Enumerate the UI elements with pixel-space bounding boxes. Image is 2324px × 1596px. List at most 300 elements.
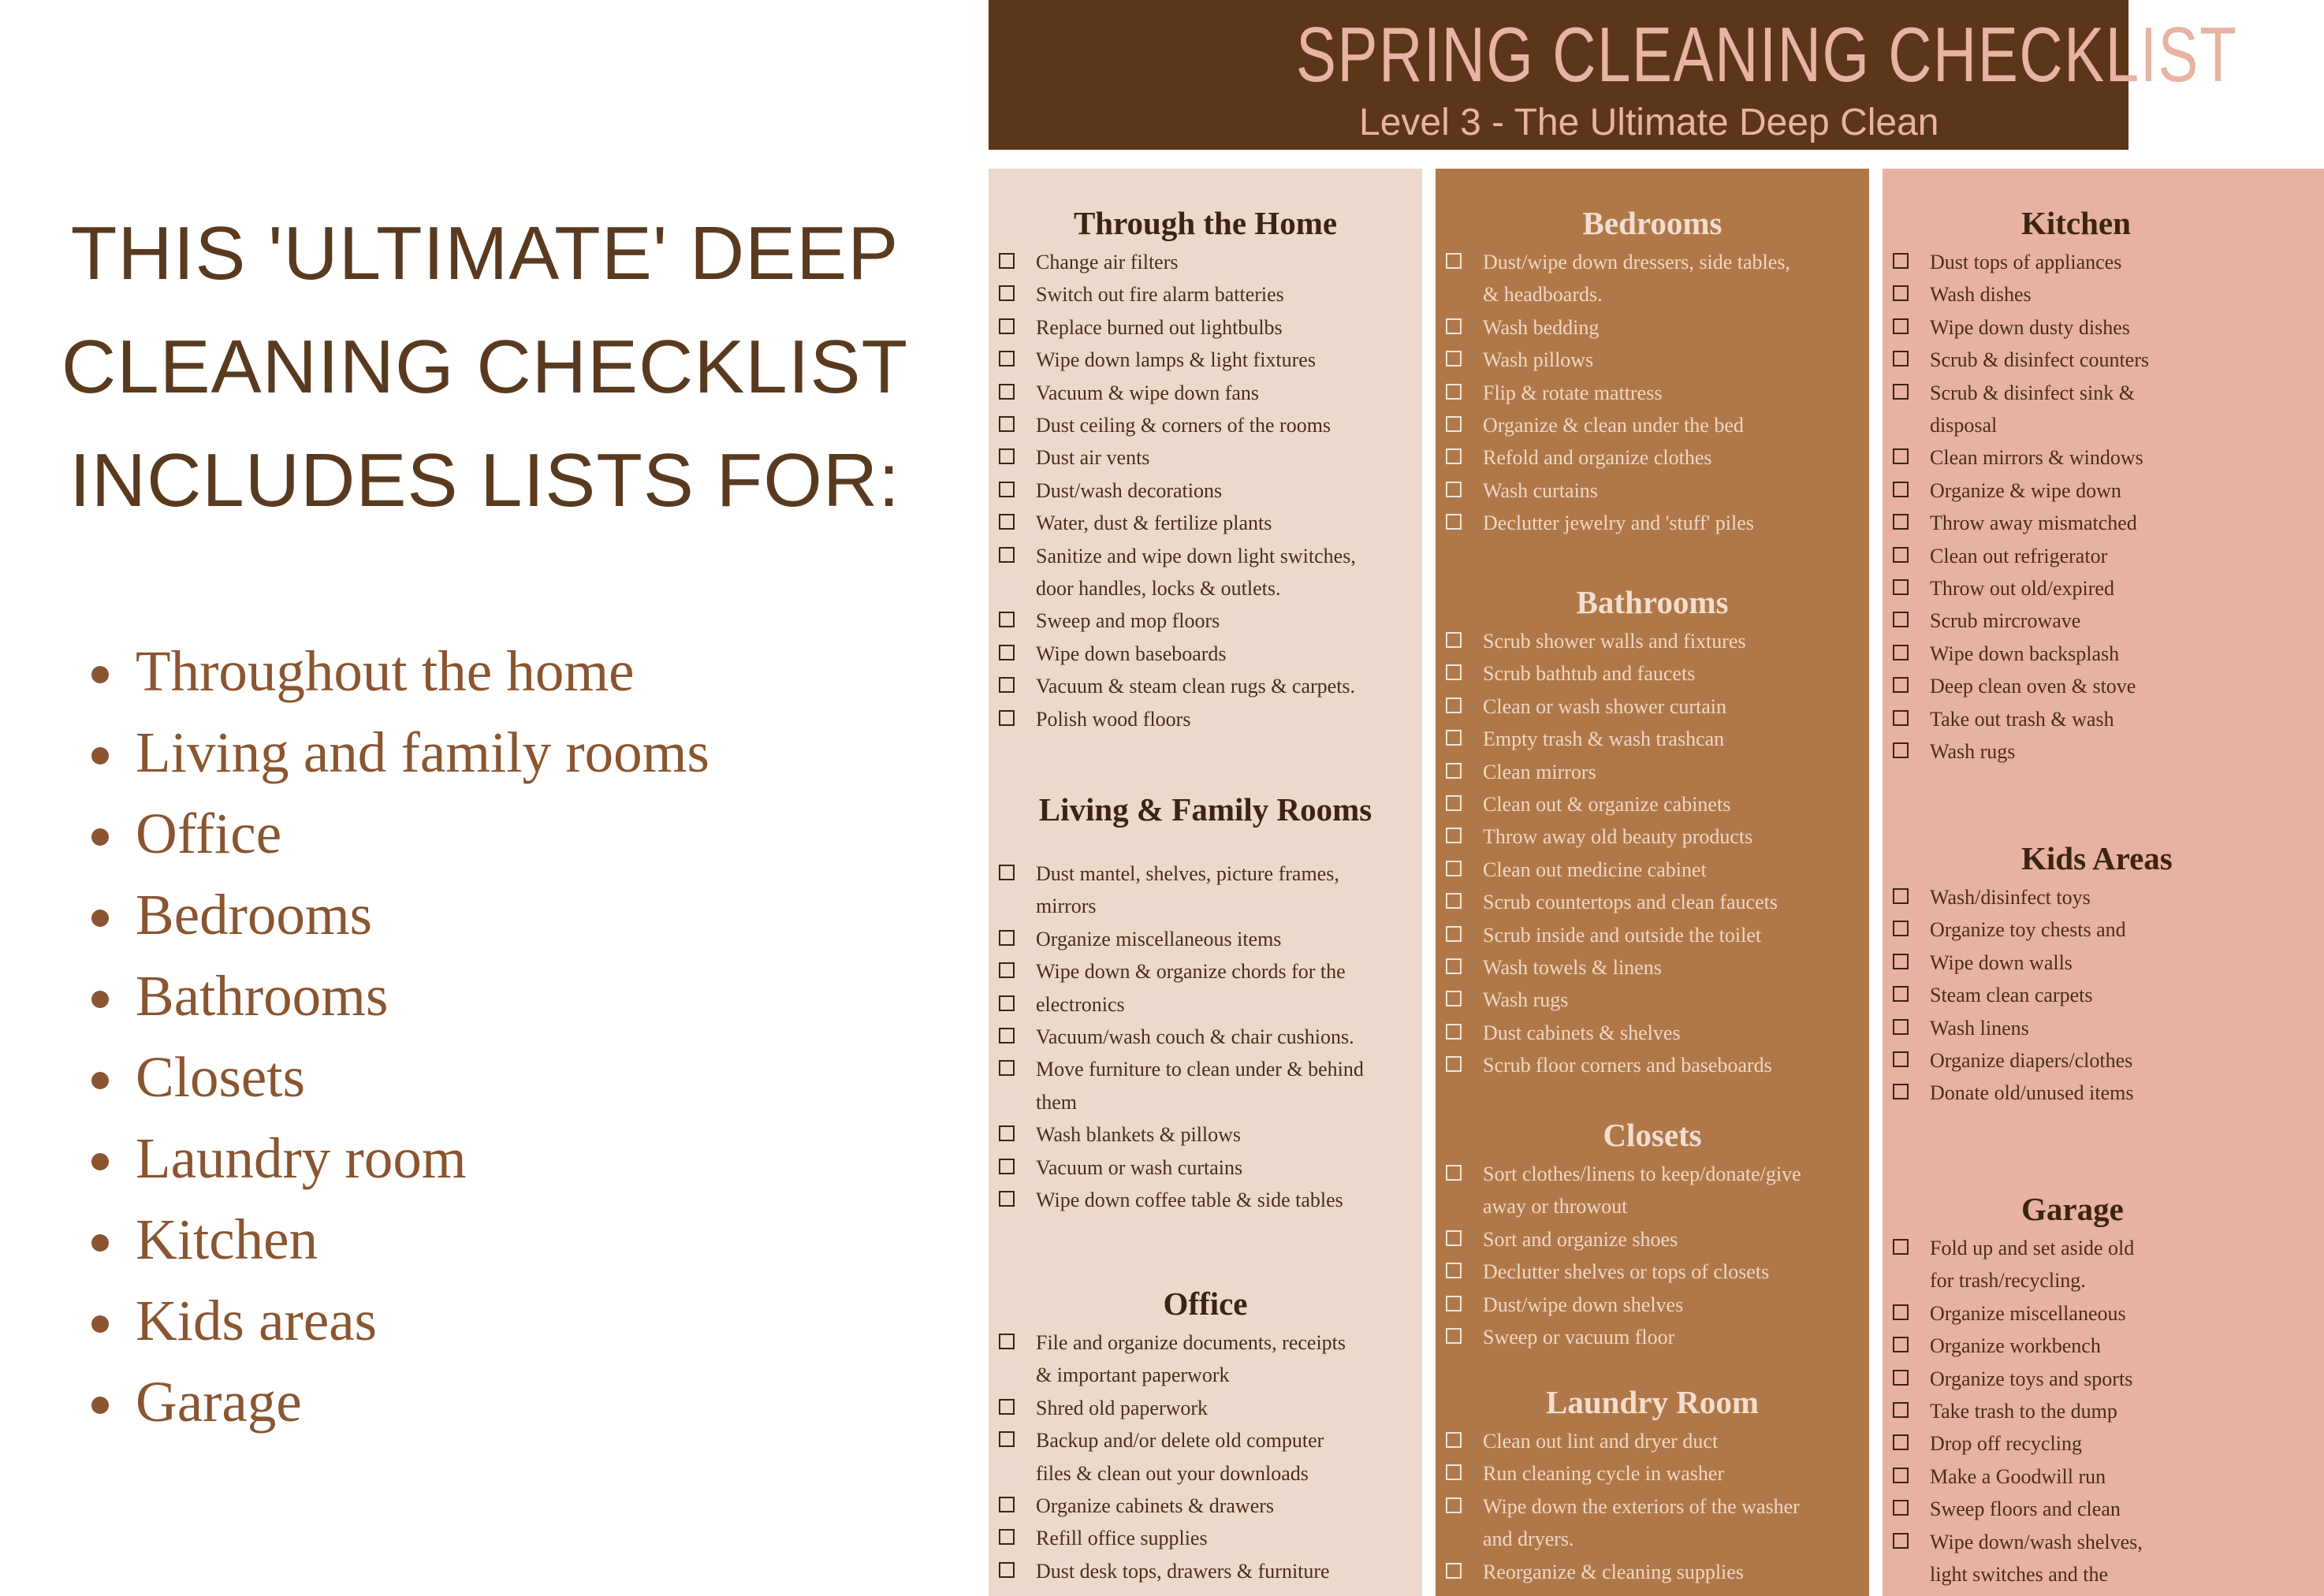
checklist-item xyxy=(1883,735,2324,768)
checkbox[interactable] xyxy=(1893,579,1909,595)
checkbox[interactable] xyxy=(1446,828,1462,843)
checklist-column-2 xyxy=(1436,169,1869,1596)
checkbox[interactable] xyxy=(999,1159,1015,1174)
checkbox[interactable] xyxy=(1446,1563,1462,1579)
checkbox[interactable] xyxy=(1893,351,1909,366)
checkbox[interactable] xyxy=(1446,1056,1462,1072)
checkbox[interactable] xyxy=(999,612,1015,627)
checklist-item xyxy=(1436,1049,1869,1081)
checklist-item-text: Change air filters xyxy=(1036,251,1179,273)
checkbox[interactable] xyxy=(1446,416,1462,432)
checklist-section xyxy=(1436,1112,1869,1353)
checklist-item xyxy=(1436,1490,1869,1556)
checklist-item xyxy=(1436,919,1869,951)
checklist-item-text: Wash rugs xyxy=(1483,988,1569,1012)
section-heading: Kids Areas xyxy=(2021,840,2173,876)
checklist-item xyxy=(1883,246,2324,278)
checkbox[interactable] xyxy=(1446,1024,1462,1040)
checklist-item-text: Scrub & disinfect counters xyxy=(1930,348,2149,372)
checklist-item xyxy=(1883,311,2324,344)
checkbox[interactable] xyxy=(999,677,1015,693)
checkbox[interactable] xyxy=(999,384,1015,400)
section-heading: Laundry Room xyxy=(1546,1384,1759,1420)
checklist-item-text: Sweep or vacuum floor xyxy=(1483,1326,1675,1349)
checklist-item xyxy=(1436,246,1869,311)
section-heading: Bathrooms xyxy=(1576,584,1729,620)
checkbox[interactable] xyxy=(1446,448,1462,464)
checklist-item-text: Dust/wipe down dressers, side tables, xyxy=(1483,251,1790,273)
checkbox[interactable] xyxy=(999,1399,1015,1415)
checklist-item xyxy=(989,1424,1422,1490)
checklist-item xyxy=(989,409,1422,441)
checkbox[interactable] xyxy=(1893,318,1909,334)
checkbox[interactable] xyxy=(1446,384,1462,400)
checklist-item xyxy=(989,1021,1422,1053)
promo-list-item: Living and family rooms xyxy=(87,712,709,793)
checklist-item-text: Dust air vents xyxy=(1036,446,1150,470)
checklist-item-text: Vacuum & wipe down fans xyxy=(1036,381,1260,404)
checklist-item-text: Declutter jewelry and 'stuff' piles xyxy=(1483,512,1754,535)
checkbox[interactable] xyxy=(1446,893,1462,909)
checklist-item-text: Scrub countertops and clean faucets xyxy=(1483,891,1778,914)
checklist-item-text: & important paperwork xyxy=(1036,1363,1230,1387)
checklist-item-text: Refold and organize clothes xyxy=(1483,446,1712,470)
checkbox[interactable] xyxy=(1446,991,1462,1006)
checklist-item xyxy=(1436,1556,1869,1588)
checklist-item xyxy=(1436,507,1869,539)
checkbox[interactable] xyxy=(1446,1464,1462,1480)
checklist-item-text: door handles, locks & outlets. xyxy=(1036,577,1281,601)
checklist-item-text: Wipe down dusty dishes xyxy=(1930,315,2130,339)
checklist-item-text: Donate old/unused items xyxy=(1930,1081,2134,1105)
checkbox[interactable] xyxy=(1446,926,1462,942)
checklist-item xyxy=(1883,1012,2324,1044)
checklist-item-text: Move furniture to clean under & behind xyxy=(1036,1058,1364,1081)
checklist-item xyxy=(989,246,1422,278)
checklist-subtitle: Level 3 - The Ultimate Deep Clean xyxy=(1359,102,1939,143)
checkbox[interactable] xyxy=(999,351,1015,366)
checklist-item xyxy=(1883,605,2324,637)
checkbox[interactable] xyxy=(999,1334,1015,1349)
checklist-item xyxy=(989,703,1422,735)
checklist-item xyxy=(989,605,1422,637)
checklist-item xyxy=(1883,507,2324,539)
checklist-item xyxy=(989,344,1422,376)
checklist-item-text: Sweep floors and clean xyxy=(1930,1497,2121,1521)
checkbox[interactable] xyxy=(999,514,1015,530)
checklist-item xyxy=(989,474,1422,507)
checkbox[interactable] xyxy=(1446,1165,1462,1181)
checkbox[interactable] xyxy=(1893,547,1909,563)
checklist-item xyxy=(1436,788,1869,820)
checklist-item xyxy=(989,540,1422,605)
checklist-item xyxy=(989,311,1422,344)
checklist-item-text: Vacuum or wash curtains xyxy=(1036,1155,1243,1179)
checklist-item-text: Scrub mircrowave xyxy=(1930,609,2081,633)
checklist-item xyxy=(989,858,1422,923)
checklist-item xyxy=(1436,1457,1869,1490)
checkbox[interactable] xyxy=(1893,921,1909,936)
checklist-item xyxy=(989,1392,1422,1424)
checklist-item-text: Throw away old beauty products xyxy=(1483,825,1753,849)
checklist-item xyxy=(1436,625,1869,657)
checklist-item-text: Wash towels & linens xyxy=(1483,956,1662,980)
checklist-item xyxy=(1883,703,2324,735)
checkbox[interactable] xyxy=(1893,954,1909,969)
checkbox[interactable] xyxy=(999,482,1015,497)
checklist-item xyxy=(989,377,1422,409)
checkbox[interactable] xyxy=(1446,1296,1462,1311)
checklist-item xyxy=(989,638,1422,670)
checklist-item xyxy=(1436,1425,1869,1457)
promo-list-item: Kids areas xyxy=(87,1280,709,1361)
checklist-item-text: away or throwout xyxy=(1483,1195,1628,1218)
checklist-section xyxy=(989,787,1422,1216)
checklist-item-text: Replace burned out lightbulbs xyxy=(1036,315,1283,339)
checklist-item-text: Wipe down lamps & light fixtures xyxy=(1036,348,1316,372)
checklist-item-text: and dryers. xyxy=(1483,1527,1574,1551)
checklist-item-text: Wash pillows xyxy=(1483,348,1594,372)
checkbox[interactable] xyxy=(1446,1328,1462,1344)
checkbox[interactable] xyxy=(1446,1230,1462,1246)
checklist-section xyxy=(989,1281,1422,1587)
checklist-item-text: Vacuum & steam clean rugs & carpets. xyxy=(1036,675,1356,698)
checklist-item-text: Take trash to the dump xyxy=(1930,1400,2117,1423)
checklist-item xyxy=(1436,377,1869,409)
checkbox[interactable] xyxy=(1893,888,1909,904)
checklist-item xyxy=(1883,572,2324,605)
checklist-item xyxy=(1883,377,2324,442)
checklist-item xyxy=(1883,881,2324,913)
checkbox[interactable] xyxy=(1446,698,1462,713)
checkbox[interactable] xyxy=(999,416,1015,432)
checklist-item-text: Refill office supplies xyxy=(1036,1527,1208,1550)
checklist-item-text: Clean mirrors xyxy=(1483,760,1596,783)
checklist-column-1 xyxy=(989,169,1422,1596)
checkbox[interactable] xyxy=(1893,1239,1909,1255)
checkbox[interactable] xyxy=(1446,318,1462,334)
checklist-item xyxy=(1436,1017,1869,1049)
promo-heading-line: INCLUDES LISTS FOR: xyxy=(69,438,900,523)
promo-list-item: Bathrooms xyxy=(87,955,709,1036)
checkbox[interactable] xyxy=(1446,763,1462,779)
checklist-item xyxy=(1436,1289,1869,1321)
promo-list-item: Office xyxy=(87,793,709,874)
checklist-item xyxy=(1436,723,1869,755)
checklist-item xyxy=(1436,1256,1869,1288)
checklist-section xyxy=(1436,200,1869,540)
checkbox[interactable] xyxy=(1893,1434,1909,1450)
checklist-column-3 xyxy=(1883,169,2324,1596)
checklist-item-text: Take out trash & wash xyxy=(1930,707,2114,731)
checklist-item-text: Scrub bathtub and faucets xyxy=(1483,662,1696,686)
checklist-item xyxy=(1436,409,1869,441)
checkbox[interactable] xyxy=(1446,514,1462,530)
checklist-item xyxy=(989,988,1422,1021)
checkbox[interactable] xyxy=(1893,482,1909,497)
checklist-item-text: Wash bedding xyxy=(1483,315,1600,339)
checkbox[interactable] xyxy=(1893,1402,1909,1418)
checklist-item xyxy=(1436,690,1869,723)
checklist-item-text: Wash dishes xyxy=(1930,283,2032,307)
checklist-header xyxy=(989,0,2238,150)
checkbox[interactable] xyxy=(999,865,1015,880)
checklist-item-text: Clean mirrors & windows xyxy=(1930,446,2143,470)
promo-list-item: Kitchen xyxy=(87,1199,709,1280)
section-heading: Living & Family Rooms xyxy=(1038,791,1372,828)
checklist-item-text: Wipe down/wash shelves, xyxy=(1930,1530,2143,1553)
checkbox[interactable] xyxy=(1446,861,1462,876)
checkbox[interactable] xyxy=(999,1028,1015,1044)
checklist-item-text: Drop off recycling xyxy=(1930,1432,2083,1456)
checkbox[interactable] xyxy=(1446,730,1462,746)
checklist-item-text: Wipe down baseboards xyxy=(1036,642,1227,665)
checklist-item xyxy=(1883,1044,2324,1077)
checklist-item-text: Scrub floor corners and baseboards xyxy=(1483,1054,1772,1077)
checklist-section xyxy=(989,200,1422,735)
checklist-item xyxy=(1883,1077,2324,1109)
checklist-item-text: Sweep and mop floors xyxy=(1036,609,1220,633)
checklist-item xyxy=(1883,540,2324,572)
checkbox[interactable] xyxy=(999,547,1015,563)
checklist-item-text: Deep clean oven & stove xyxy=(1930,675,2136,698)
checkbox[interactable] xyxy=(1893,1084,1909,1099)
checklist-item-text: Wipe down walls xyxy=(1930,951,2073,974)
checkbox[interactable] xyxy=(1446,1263,1462,1278)
checklist-item-text: Wipe down the exteriors of the washer xyxy=(1483,1494,1800,1518)
checklist-item xyxy=(1436,657,1869,690)
checklist-item xyxy=(989,278,1422,311)
checkbox[interactable] xyxy=(1893,645,1909,660)
checkbox[interactable] xyxy=(1446,632,1462,648)
checkbox[interactable] xyxy=(999,448,1015,464)
checklist-item-text: Water, dust & fertilize plants xyxy=(1036,512,1272,535)
checkbox[interactable] xyxy=(999,1191,1015,1207)
checkbox[interactable] xyxy=(999,285,1015,301)
checklist-item xyxy=(1883,1493,2324,1525)
checklist-item-text: Clean out medicine cabinet xyxy=(1483,858,1707,881)
checkbox[interactable] xyxy=(1446,1432,1462,1448)
checklist-item-text: Scrub & disinfect sink & xyxy=(1930,381,2135,404)
checklist-item-text: Vacuum/wash couch & chair cushions. xyxy=(1036,1025,1354,1049)
section-heading: Garage xyxy=(2021,1191,2124,1227)
checklist-item-text: Scrub shower walls and fixtures xyxy=(1483,630,1746,653)
checklist-item-text: Wash linens xyxy=(1930,1016,2029,1040)
checkbox[interactable] xyxy=(999,645,1015,660)
checkbox[interactable] xyxy=(1893,710,1909,726)
checkbox[interactable] xyxy=(1893,1051,1909,1067)
checklist-item xyxy=(1436,984,1869,1016)
checkbox[interactable] xyxy=(999,1431,1015,1447)
checkbox[interactable] xyxy=(1893,1370,1909,1386)
checkbox[interactable] xyxy=(1893,742,1909,758)
checklist-item-text: Clean out lint and dryer duct xyxy=(1483,1430,1719,1453)
checklist-section xyxy=(1436,1379,1869,1588)
checklist-item-text: Dust mantel, shelves, picture frames, xyxy=(1036,862,1339,885)
checklist-item-text: Shred old paperwork xyxy=(1036,1396,1209,1419)
checklist-section xyxy=(1436,579,1869,1082)
checklist-item-text: Organize & wipe down xyxy=(1930,478,2121,502)
checkbox[interactable] xyxy=(999,318,1015,334)
checklist-item xyxy=(1436,1321,1869,1353)
checklist-item xyxy=(1436,1223,1869,1256)
section-heading: Through the Home xyxy=(1073,205,1338,241)
checklist-item-text: Sort clothes/linens to keep/donate/give xyxy=(1483,1163,1801,1185)
checklist-item-text: Wipe down backsplash xyxy=(1930,642,2120,665)
checklist-item-text: Organize toy chests and xyxy=(1930,918,2126,942)
checklist-item-text: mirrors xyxy=(1036,895,1097,918)
checkbox[interactable] xyxy=(999,1060,1015,1076)
checklist-item xyxy=(1436,441,1869,474)
checklist-item-text: Wash blankets & pillows xyxy=(1036,1123,1242,1147)
checkbox[interactable] xyxy=(1893,677,1909,693)
promo-list-item: Closets xyxy=(87,1036,709,1118)
checklist-item xyxy=(1436,854,1869,886)
checkbox[interactable] xyxy=(1446,664,1462,680)
checkbox[interactable] xyxy=(999,995,1015,1011)
checklist-item xyxy=(989,1490,1422,1522)
checklist-item xyxy=(989,441,1422,474)
checkbox[interactable] xyxy=(1893,1533,1909,1549)
checkbox[interactable] xyxy=(999,930,1015,946)
checkbox[interactable] xyxy=(1446,1497,1462,1513)
checklist-item xyxy=(1883,1330,2324,1362)
section-heading: Kitchen xyxy=(2021,205,2131,241)
checkbox[interactable] xyxy=(1893,1468,1909,1483)
checklist-item-text: Throw away mismatched xyxy=(1930,512,2137,535)
checklist-item-text: light switches and the xyxy=(1930,1563,2109,1587)
checkbox[interactable] xyxy=(1893,384,1909,400)
checkbox[interactable] xyxy=(999,1562,1015,1578)
checklist-item-text: Throw out old/expired xyxy=(1930,577,2114,601)
checklist-item-text: Dust/wash decorations xyxy=(1036,478,1223,502)
checklist-item-text: & headboards. xyxy=(1483,283,1603,307)
checkbox[interactable] xyxy=(1893,612,1909,627)
checklist-item-text: Run cleaning cycle in washer xyxy=(1483,1462,1725,1486)
checkbox[interactable] xyxy=(1893,514,1909,530)
checkbox[interactable] xyxy=(999,1529,1015,1545)
checklist-item xyxy=(1436,311,1869,344)
promo-list-item: Laundry room xyxy=(87,1118,709,1199)
checklist-item-text: Organize cabinets & drawers xyxy=(1036,1494,1275,1518)
checklist-item-text: electronics xyxy=(1036,992,1125,1016)
checkbox[interactable] xyxy=(1893,1337,1909,1352)
checkbox[interactable] xyxy=(999,962,1015,978)
checklist-item xyxy=(1883,979,2324,1011)
checklist-item-text: Organize miscellaneous xyxy=(1930,1301,2126,1325)
checklist-item xyxy=(1436,820,1869,853)
checklist-item xyxy=(1883,913,2324,946)
section-heading: Closets xyxy=(1603,1117,1702,1153)
checklist-item-text: Flip & rotate mattress xyxy=(1483,381,1663,404)
checkbox[interactable] xyxy=(1446,795,1462,811)
checkbox[interactable] xyxy=(1446,958,1462,974)
checklist-item xyxy=(1883,1427,2324,1460)
checklist-item xyxy=(1436,886,1869,918)
checklist-item xyxy=(1883,1395,2324,1427)
checklist-item-text: Dust desk tops, drawers & furniture xyxy=(1036,1559,1330,1583)
checklist-item-text: Fold up and set aside old xyxy=(1930,1237,2135,1259)
checklist-item xyxy=(1883,1460,2324,1493)
checklist-item-text: Polish wood floors xyxy=(1036,707,1191,731)
checkbox[interactable] xyxy=(1446,351,1462,366)
checklist-item-text: Declutter shelves or tops of closets xyxy=(1483,1260,1770,1284)
checkbox[interactable] xyxy=(999,253,1015,269)
checklist-item xyxy=(989,955,1422,988)
checkbox[interactable] xyxy=(1893,1019,1909,1035)
checklist-item-text: Empty trash & wash trashcan xyxy=(1483,727,1725,751)
checkbox[interactable] xyxy=(999,1125,1015,1141)
promo-heading-line: CLEANING CHECKLIST xyxy=(61,325,909,409)
promo-list xyxy=(87,631,709,1442)
checklist-item-text: Organize miscellaneous items xyxy=(1036,927,1282,951)
checklist-item xyxy=(989,507,1422,539)
checklist-item xyxy=(1436,344,1869,376)
checklist-item xyxy=(1883,1526,2324,1591)
checklist-item xyxy=(989,1326,1422,1392)
checklist-item xyxy=(1883,1363,2324,1395)
checklist-item xyxy=(1883,1232,2324,1297)
checklist-item-text: Wipe down & organize chords for the xyxy=(1036,960,1346,984)
checkbox[interactable] xyxy=(1893,1500,1909,1516)
checkbox[interactable] xyxy=(1893,253,1909,269)
checkbox[interactable] xyxy=(1893,986,1909,1002)
checklist-item-text: Organize diapers/clothes xyxy=(1930,1049,2133,1073)
checkbox[interactable] xyxy=(1446,253,1462,269)
checklist-item xyxy=(1883,947,2324,979)
checklist-item-text: Clean or wash shower curtain xyxy=(1483,694,1727,718)
checklist-item-text: Sanitize and wipe down light switches, xyxy=(1036,544,1356,567)
checklist-section xyxy=(1883,835,2324,1110)
promo-heading-line: THIS 'ULTIMATE' DEEP xyxy=(70,211,899,296)
checkbox[interactable] xyxy=(1893,285,1909,301)
checklist-item-text: Switch out fire alarm batteries xyxy=(1036,283,1284,307)
checklist-document xyxy=(989,0,2238,1596)
checklist-item-text: Backup and/or delete old computer xyxy=(1036,1429,1324,1453)
checklist-title: SPRING CLEANING CHECKLIST xyxy=(1296,11,2238,98)
checklist-item xyxy=(1883,278,2324,311)
checkbox[interactable] xyxy=(999,710,1015,726)
checklist-item-text: Clean out & organize cabinets xyxy=(1483,793,1731,817)
checklist-item xyxy=(1883,344,2324,376)
checklist-item xyxy=(989,1053,1422,1118)
checklist-item-text: Sort and organize shoes xyxy=(1483,1227,1678,1251)
checklist-item xyxy=(1436,1158,1869,1223)
checklist-item-text: Organize toys and sports xyxy=(1930,1367,2133,1390)
checklist-item xyxy=(1436,756,1869,788)
checklist-item-text: disposal xyxy=(1930,414,1998,437)
checklist-item-text: them xyxy=(1036,1090,1077,1114)
checklist-item-text: Wash curtains xyxy=(1483,478,1598,502)
checklist-item xyxy=(1883,638,2324,670)
checklist-item xyxy=(989,1555,1422,1587)
checkbox[interactable] xyxy=(1446,482,1462,497)
promo-list-item: Garage xyxy=(87,1361,709,1442)
checklist-item xyxy=(989,1522,1422,1554)
checklist-item xyxy=(1436,951,1869,984)
checklist-item xyxy=(1883,441,2324,474)
checkbox[interactable] xyxy=(1893,448,1909,464)
checkbox[interactable] xyxy=(1893,1304,1909,1320)
checklist-item-text: Organize workbench xyxy=(1930,1334,2101,1358)
checkbox[interactable] xyxy=(999,1497,1015,1512)
checklist-item-text: Organize & clean under the bed xyxy=(1483,414,1744,437)
checklist-item-text: Dust tops of appliances xyxy=(1930,251,2122,273)
checklist-item-text: Dust cabinets & shelves xyxy=(1483,1021,1681,1044)
checklist-item-text: Steam clean carpets xyxy=(1930,984,2093,1007)
checklist-item-text: Clean out refrigerator xyxy=(1930,544,2108,567)
checklist-item xyxy=(1436,474,1869,507)
